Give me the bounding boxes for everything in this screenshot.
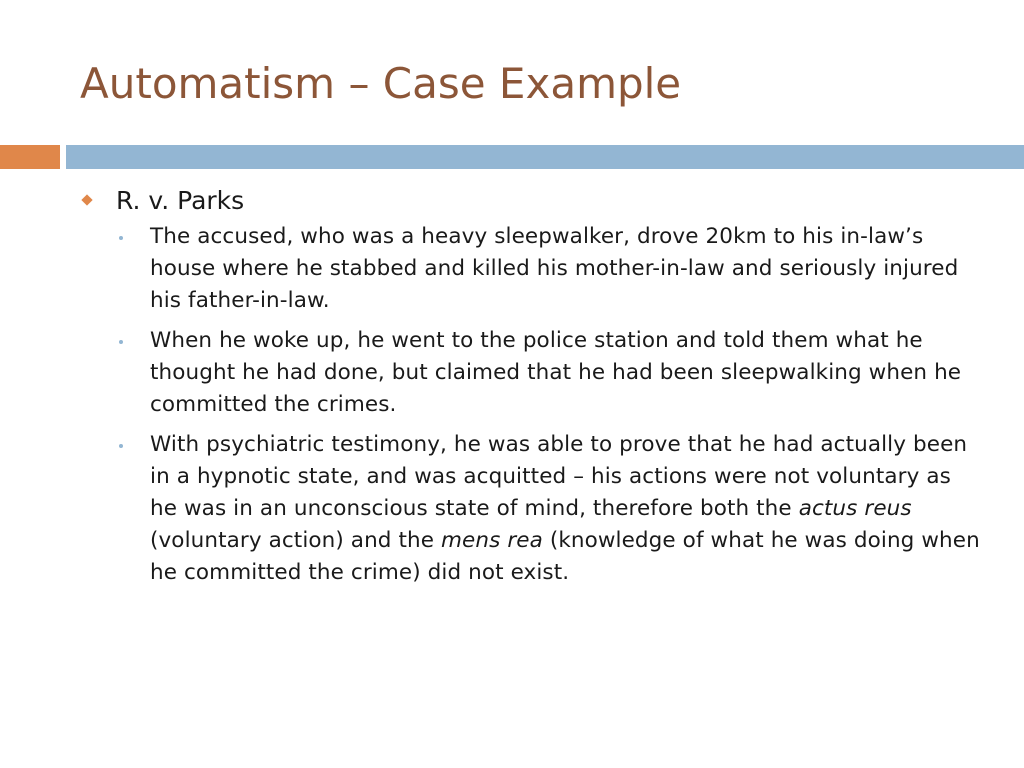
sub-bullet-text-part: (knowledge of what he was doing when he committed the crime) did not exist. xyxy=(150,528,980,585)
accent-bar-orange xyxy=(0,145,60,169)
bullet-label: R. v. Parks xyxy=(116,186,245,215)
bullet-level1 xyxy=(80,182,980,219)
diamond-bullet-icon xyxy=(81,194,92,205)
sub-bullet-text: When he woke up, he went to the police station and told them what he thought he had done, but claimed that he had been sleepwalking when he committed the crimes. xyxy=(150,328,962,417)
slide-title: Automatism – Case Example xyxy=(80,59,682,108)
sub-bullet-text: The accused, who was a heavy sleepwalker, drove 20km to his in-law’s house where he stabbed and killed his mother-in-law and seriously injured his father-in-law. xyxy=(150,224,959,313)
italic-term-actus-reus: actus reus xyxy=(798,496,912,521)
sub-bullet-text-part: With psychiatric testimony, he was able to prove that he had actually been in a hypnotic state, and was acquitted – his actions were not voluntary as he was in an unconscious state of mind, therefore both the xyxy=(150,432,968,521)
slide-body xyxy=(80,182,980,597)
italic-term-mens-rea: mens rea xyxy=(441,528,543,553)
sub-bullet-item xyxy=(80,221,980,317)
accent-bar-blue xyxy=(66,145,1024,169)
dot-bullet-icon xyxy=(119,236,123,240)
dot-bullet-icon xyxy=(119,340,123,344)
dot-bullet-icon xyxy=(119,444,123,448)
sub-bullet-item xyxy=(80,325,980,421)
sub-bullet-list xyxy=(80,221,980,589)
sub-bullet-text-part: (voluntary action) and the xyxy=(150,528,441,553)
sub-bullet-item xyxy=(80,429,980,589)
